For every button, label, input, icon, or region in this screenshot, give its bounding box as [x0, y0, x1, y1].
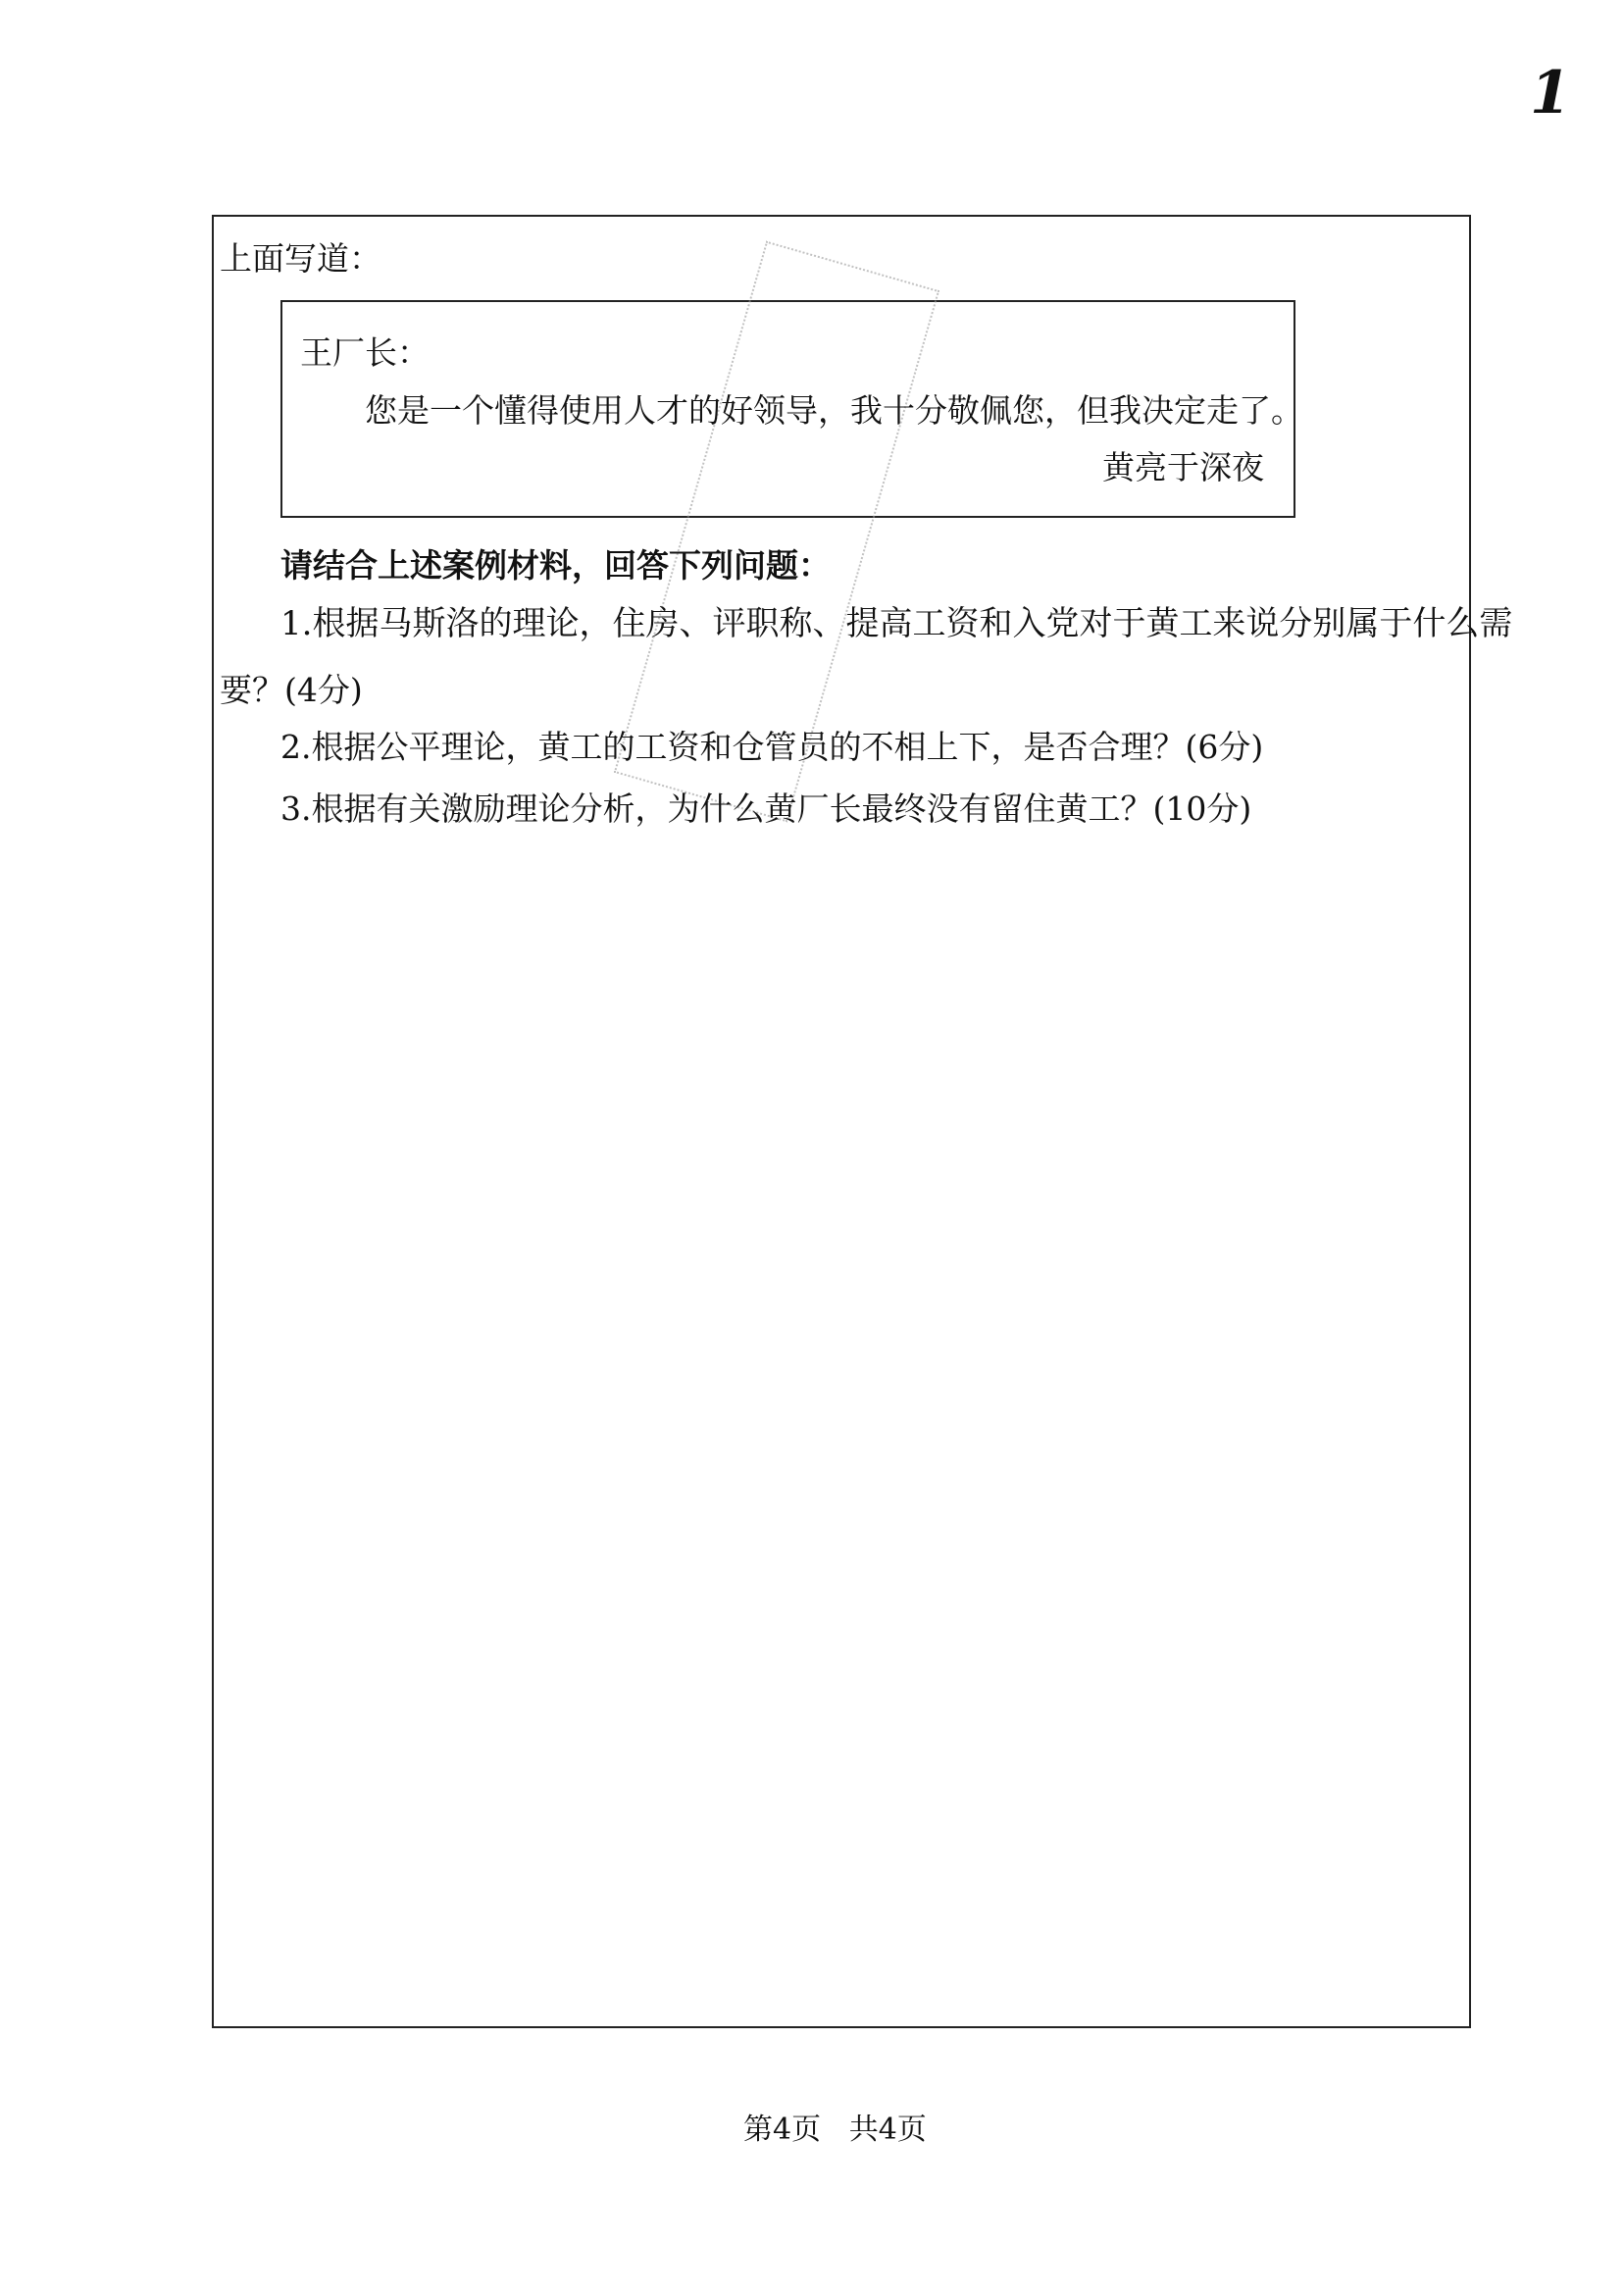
page-footer: [743, 2105, 927, 2148]
page-number: 第4页: [743, 2113, 822, 2147]
question-1: 1.根据马斯洛的理论，住房、评职称、提高工资和入党对于黄工来说分别属于什么需: [280, 604, 1513, 643]
question-2: 2.根据公平理论，黄工的工资和仓管员的不相上下，是否合理？(6分): [280, 728, 1264, 766]
letter-signature: 黄亮于深夜: [1102, 448, 1264, 486]
handwritten-mark: 1: [1530, 59, 1571, 127]
intro-text: 上面写道：: [220, 239, 381, 278]
question-3: 3.根据有关激励理论分析，为什么黄厂长最终没有留住黄工？(10分): [280, 790, 1252, 828]
letter-body: 您是一个懂得使用人才的好领导，我十分敬佩您，但我决定走了。: [365, 391, 1303, 430]
page-total: 共4页: [848, 2113, 927, 2147]
question-1-cont: 要？(4分): [220, 671, 363, 709]
questions-prompt: 请结合上述案例材料，回答下列问题：: [280, 546, 831, 585]
letter-salutation: 王厂长：: [300, 333, 430, 372]
